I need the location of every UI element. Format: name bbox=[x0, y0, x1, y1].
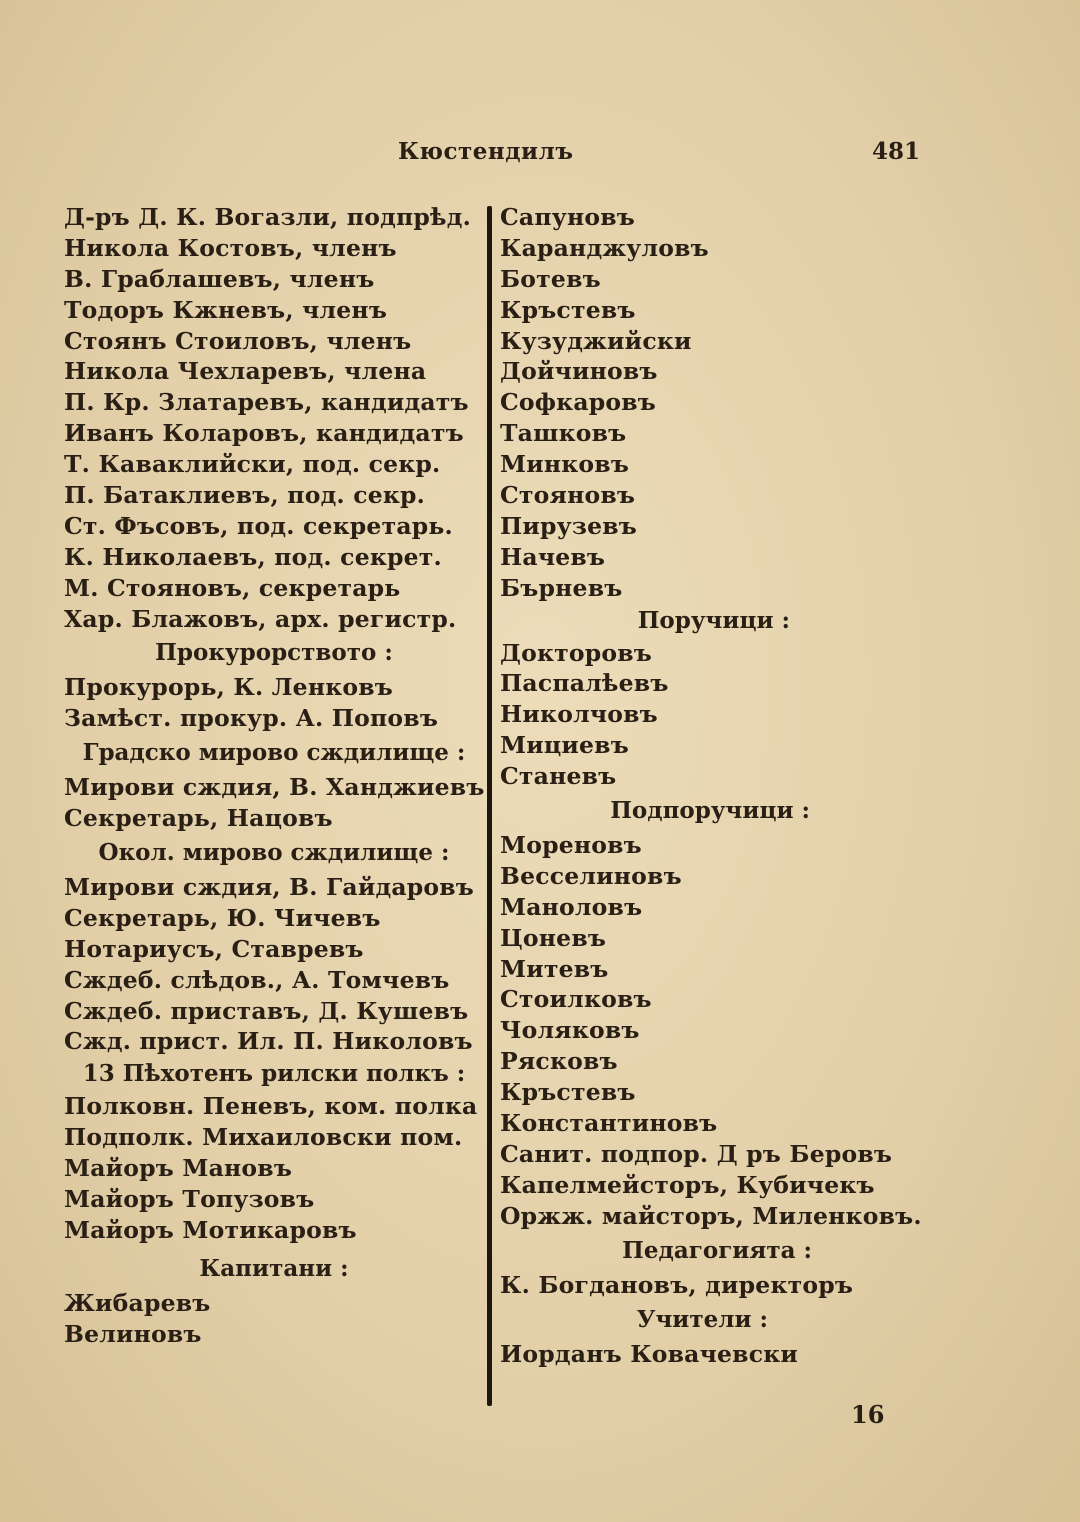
list-item: Замѣст. прокур. А. Поповъ bbox=[64, 704, 439, 733]
list-item: Кузуджийски bbox=[500, 326, 692, 355]
list-item: Ташковъ bbox=[500, 419, 627, 448]
list-item: Митевъ bbox=[500, 954, 609, 983]
list-item: Майоръ Мотикаровъ bbox=[64, 1215, 357, 1244]
page-title: Кюстендилъ bbox=[398, 138, 574, 165]
section-heading-sublieutenants: Подпоручици : bbox=[610, 797, 810, 825]
list-item: Станевъ bbox=[500, 762, 617, 791]
list-item: Мирови сждия, В. Ханджиевъ bbox=[64, 773, 485, 802]
list-item: Николчовъ bbox=[500, 700, 658, 729]
list-item: Прокурорь, К. Ленковъ bbox=[64, 673, 394, 702]
list-item: Кръстевъ bbox=[500, 295, 636, 324]
list-item: Софкаровъ bbox=[500, 388, 657, 417]
list-item: Майоръ Топузовъ bbox=[64, 1185, 315, 1214]
list-item: Мореновъ bbox=[500, 831, 642, 860]
list-item: Оржж. майсторъ, Миленковъ. bbox=[500, 1201, 922, 1230]
list-item: Чоляковъ bbox=[500, 1016, 640, 1045]
list-item: Пирузевъ bbox=[500, 511, 638, 540]
list-item: Никола Костовъ, членъ bbox=[64, 233, 397, 262]
section-heading-prosecution: Прокурорството : bbox=[155, 639, 393, 667]
list-item: К. Николаевъ, под. секрет. bbox=[64, 542, 442, 571]
section-heading-regiment: 13 Пѣхотенъ рилски полкъ : bbox=[82, 1060, 466, 1088]
list-item: Ботевъ bbox=[500, 264, 601, 293]
list-item: Сждеб. приставъ, Д. Кушевъ bbox=[64, 996, 469, 1025]
list-item: Весселиновъ bbox=[500, 861, 682, 890]
list-item: Дойчиновъ bbox=[500, 357, 658, 386]
list-item: Санит. подпор. Д ръ Беровъ bbox=[500, 1139, 893, 1168]
list-item: Хар. Блажовъ, арх. регистр. bbox=[64, 604, 457, 633]
list-item: Жибаревъ bbox=[64, 1288, 211, 1317]
list-item: Полковн. Пеневъ, ком. полка bbox=[64, 1092, 478, 1121]
page-number: 481 bbox=[872, 138, 921, 165]
list-item: Секретарь, Нацовъ bbox=[64, 804, 333, 833]
list-item: Рясковъ bbox=[500, 1047, 618, 1076]
list-item: Майоръ Мановъ bbox=[64, 1154, 293, 1183]
section-heading-lieutenants: Поручици : bbox=[637, 606, 790, 634]
list-item: Секретарь, Ю. Чичевъ bbox=[64, 903, 381, 932]
list-item: Кръстевъ bbox=[500, 1078, 636, 1107]
list-item: Сжд. прист. Ил. П. Николовъ bbox=[64, 1027, 473, 1056]
list-item: Стояновъ bbox=[500, 481, 636, 510]
section-heading-captains: Капитани : bbox=[199, 1254, 349, 1282]
list-item: Мирови сждия, В. Гайдаровъ bbox=[64, 873, 475, 902]
list-item: Маноловъ bbox=[500, 892, 643, 921]
list-item: П. Батаклиевъ, под. секр. bbox=[64, 481, 426, 510]
list-item: Цоневъ bbox=[500, 923, 607, 952]
section-heading-pedagogy: Педагогията : bbox=[622, 1236, 812, 1264]
list-item: Стоилковъ bbox=[500, 985, 652, 1014]
list-item: Докторовъ bbox=[500, 638, 653, 667]
list-item: Минковъ bbox=[500, 450, 630, 479]
list-item: К. Богдановъ, директоръ bbox=[500, 1270, 854, 1299]
list-item: Никола Чехларевъ, члена bbox=[64, 357, 427, 386]
list-item: Нотариусъ, Ставревъ bbox=[64, 934, 364, 963]
section-heading-teachers: Учители : bbox=[636, 1305, 768, 1333]
list-item: М. Стояновъ, секретарь bbox=[64, 573, 401, 602]
list-item: Т. Каваклийски, под. секр. bbox=[64, 450, 441, 479]
list-item: Сждеб. слѣдов., А. Томчевъ bbox=[64, 965, 450, 994]
list-item: Паспалѣевъ bbox=[500, 669, 669, 698]
list-item: Капелмейсторъ, Кубичекъ bbox=[500, 1170, 875, 1199]
list-item: Бърневъ bbox=[500, 573, 623, 602]
list-item: Константиновъ bbox=[500, 1109, 718, 1138]
list-item: П. Кр. Златаревъ, кандидатъ bbox=[64, 388, 469, 417]
list-item: Тодоръ Кжневъ, членъ bbox=[64, 295, 388, 324]
list-item: Подполк. Михаиловски пом. bbox=[64, 1123, 463, 1152]
list-item: Иванъ Коларовъ, кандидатъ bbox=[64, 419, 464, 448]
list-item: Д-ръ Д. К. Вогазли, подпрѣд. bbox=[64, 203, 471, 231]
section-heading-district-court: Окол. мирово сждилище : bbox=[98, 839, 450, 867]
list-item: Стоянъ Стоиловъ, членъ bbox=[64, 326, 412, 355]
right-column bbox=[500, 202, 930, 1369]
list-item: Каранджуловъ bbox=[500, 233, 709, 262]
signature-mark: 16 bbox=[851, 1400, 885, 1429]
left-column bbox=[64, 202, 484, 1350]
list-item: В. Граблашевъ, членъ bbox=[64, 264, 375, 293]
section-heading-city-court: Градско мирово сждилище : bbox=[82, 739, 466, 767]
list-item: Начевъ bbox=[500, 542, 606, 571]
list-item: Мициевъ bbox=[500, 731, 629, 760]
list-item: Иорданъ Ковачевски bbox=[500, 1339, 799, 1368]
list-item: Велиновъ bbox=[64, 1319, 202, 1348]
column-divider bbox=[487, 206, 492, 1406]
list-item: Ст. Фъсовъ, под. секретарь. bbox=[64, 511, 453, 540]
list-item: Сапуновъ bbox=[500, 203, 636, 231]
